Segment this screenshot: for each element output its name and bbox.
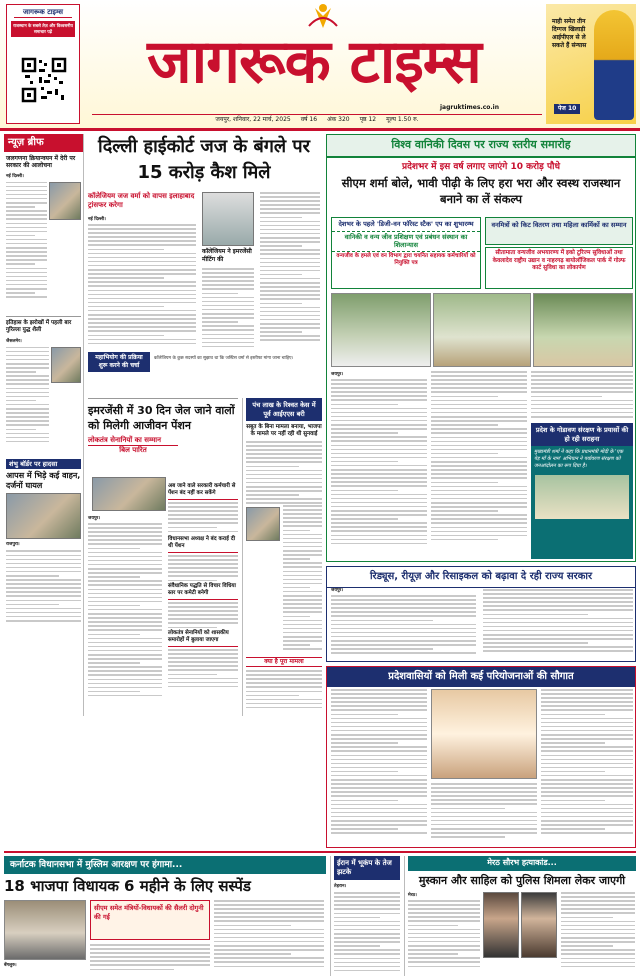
projects-headline[interactable]: प्रदेशवासियों को मिली कई परियोजनाओं की सौगात — [327, 667, 635, 687]
forestry-box-1c: वन्यजीव के हमले एवं वन विभाग द्वारा चयनित सहायक कर्मचारियों को नियुक्ति पत्र — [332, 251, 480, 268]
pension-box-1: अब जाने वाले सरकारी कर्मचारी से पेंशन बंद नहीं कर सकेंगे — [168, 483, 238, 500]
forestry-box-3 — [485, 247, 633, 289]
lead-bottom-note: कॉलेजियम के कुछ सदस्यों का सुझाव था कि जस्टिस वर्मा से इस्तीफा मांगा जाना चाहिए। — [154, 356, 294, 361]
godawan-headline: प्रदेश के गोडावण संरक्षण के प्रयासों की हो रही सराहना — [531, 423, 633, 446]
meerut-story — [404, 856, 636, 976]
forestry-photo-3 — [533, 293, 633, 367]
lead-photo — [202, 192, 254, 246]
pension-story — [88, 398, 238, 716]
bribery-story — [242, 398, 322, 716]
brief-3-dateline: राजपुरा। — [6, 542, 20, 548]
forestry-box-1b: वानिकी व वन्य जीव प्रशिक्षण एवं प्रबंधन संस्थान का शिलान्यास — [332, 231, 480, 251]
bribery-quote-head: क्या है पूरा मामला — [246, 657, 322, 667]
news-brief-title: न्यूज़ ब्रीफ — [4, 134, 83, 152]
iran-story — [330, 856, 400, 976]
meerut-photo-2 — [521, 892, 557, 958]
pension-box-2: विधानसभा अध्यक्ष ने बंद कराई दी थी पेंशन — [168, 536, 238, 553]
brief-1-dateline: नई दिल्ली। — [6, 173, 24, 179]
right-teaser[interactable] — [546, 4, 636, 124]
pension-sub2: बिल पारित — [88, 445, 178, 455]
masthead-title: जागरूक टाइम्स — [147, 27, 481, 97]
meerut-band: मेरठ सौरभ हत्याकांड... — [408, 856, 636, 871]
website[interactable]: jagruktimes.co.in — [440, 104, 500, 111]
godawan-quote: मुख्यमंत्री शर्मा ने कहा कि प्रधानमंत्री मोदी के 'एक पेड़ माँ के नाम' अभियान ने पर्यावरण संरक्षण को जनआंदोलन का रूप दिया है। — [534, 449, 624, 469]
bribery-sub: सबूत के बिना मामला बनाया, भाजपा के मामले पर नहीं रही थी सुनवाई — [246, 424, 322, 437]
karnataka-photo — [4, 900, 86, 960]
bottom-rule — [4, 851, 636, 853]
brief-1-photo — [49, 182, 81, 220]
forestry-kicker: प्रदेशभर में इस वर्ष लगाए जाएंगे 10 करोड़ पौधे — [402, 161, 560, 172]
forestry-box-1 — [331, 217, 481, 289]
meerut-dateline: मेरठ। — [408, 893, 417, 898]
karnataka-headline[interactable]: 18 भाजपा विधायक 6 महीने के लिए सस्पेंड — [4, 877, 251, 896]
iran-band[interactable]: ईरान में भूकंप के तेज झटके — [334, 856, 400, 880]
brief-2-photo — [51, 347, 81, 383]
promo-box — [6, 4, 80, 124]
forestry-day-story — [326, 134, 636, 562]
forestry-photo-2 — [433, 293, 531, 367]
forestry-dateline: जयपुर। — [331, 372, 344, 377]
pages: पृष्ठ 12 — [359, 116, 377, 124]
brief-3-kicker: शंभु बॉर्डर पर हादसा — [6, 459, 81, 470]
lead-story — [88, 134, 320, 390]
lead-photo-caption: कॉलेजियम ने इमरजेंसी मीटिंग की — [202, 248, 252, 263]
price: मूल्य 1.50 रु. — [386, 116, 419, 124]
pension-headline[interactable]: इमरजेंसी में 30 दिन जेल जाने वालों को मिलेगी आजीवन पेंशन — [88, 404, 235, 432]
karnataka-band: कर्नाटक विधानसभा में मुस्लिम आरक्षण पर हंगामा... — [4, 856, 326, 874]
date: जयपुर, शनिवार, 22 मार्च, 2025 — [215, 116, 291, 124]
teaser-text: माही समेत तीन दिग्गज खिलाड़ी आईपीएल से ले सकते हैं संन्यास — [552, 18, 587, 49]
qr-code-icon[interactable] — [21, 57, 67, 103]
forestry-box-3-title: सीतामाता वन्यजीव अभयारण्य में इको टूरिज्म सुविधाओं तथा केवलादेव राष्ट्रीय उद्यान व नाहरगढ़ बायोलॉजिकल पार्क में गोल्फ कार्ट सुविधा का लोकार्पण — [492, 250, 626, 271]
iran-dateline: तेहरान। — [334, 884, 347, 889]
pension-dateline: जयपुर। — [88, 516, 101, 521]
dateline-bar — [92, 114, 542, 126]
masthead-rule — [0, 128, 640, 131]
year: वर्ष 16 — [300, 116, 318, 124]
pension-box-4: लोकतंत्र सेनानियों को शासकीय समारोहों में बुलाया जाएगा — [168, 630, 238, 647]
promo-text: राजस्थान के सबसे तेज़ और विश्वसनीय समाचार पढ़ें — [11, 21, 75, 36]
karnataka-inset — [90, 900, 210, 940]
forestry-box-1-title: देशभर के पहले 'डिजी-वन फॉरेस्ट स्टैक' एप का शुभारम्भ — [338, 220, 474, 228]
forestry-band[interactable]: विश्व वानिकी दिवस पर राज्य स्तरीय समारोह — [327, 135, 635, 158]
godawan-box — [531, 423, 633, 559]
bribery-photo — [246, 507, 280, 541]
promo-logo: जागरूक टाइम्स — [14, 8, 72, 18]
recycle-headline[interactable]: रिड्यूस, रीयूज़ और रिसाइकल को बढ़ावा दे रही राज्य सरकार — [327, 567, 635, 588]
pension-sub: लोकतंत्र सेनानियों का सम्मान — [88, 436, 161, 444]
cricket-player-photo — [594, 10, 634, 120]
brief-3-headline[interactable]: आपस में भिड़े कई वाहन, दर्जनों घायल — [6, 471, 81, 491]
brief-3-photo — [6, 493, 81, 539]
brief-1-headline[interactable]: जलगणना क्रियान्वयन में देरी पर सरकार की आलोचना — [6, 154, 76, 169]
forestry-headline[interactable]: सीएम शर्मा बोले, भावी पीढ़ी के लिए हरा भरा और स्वस्थ राजस्थान बनाने का लें संकल्प — [341, 175, 621, 206]
forestry-box-2 — [485, 217, 633, 245]
teaser-page: पेज 10 — [554, 104, 580, 114]
projects-photo — [431, 689, 537, 779]
godawan-photo — [535, 475, 629, 519]
news-brief-column — [4, 134, 84, 716]
projects-story — [326, 666, 636, 848]
pension-photo — [92, 477, 166, 511]
forestry-photo-1 — [331, 293, 431, 367]
brief-2-dateline: जैसलमेर। — [6, 338, 22, 344]
brief-2-headline[interactable]: इतिहास के झरोखों में पहली बार गुरिल्ला युद्ध शैली — [6, 316, 81, 334]
karnataka-inset-text: सीएम समेत मंत्रियों-विधायकों की सैलरी दोगुनी की गई — [94, 904, 204, 921]
lead-kicker: कॉलेजियम जज वर्मा को वापस इलाहाबाद ट्रांसफर करेगा — [88, 192, 195, 209]
forestry-box-2-title: वनमित्रों को किट वितरण तथा महिला कार्मिकों का सम्मान — [491, 221, 627, 229]
lead-dateline: नई दिल्ली। — [88, 217, 106, 222]
recycle-dateline: जयपुर। — [331, 588, 344, 593]
lead-headline[interactable]: दिल्ली हाईकोर्ट जज के बंगले पर 15 करोड़ कैश मिले — [98, 136, 310, 183]
pension-box-3: संवैधानिक पद्धति से विचार विधिया स्तर पर कमेटी बनेगी — [168, 583, 238, 600]
masthead — [0, 0, 640, 128]
meerut-headline[interactable]: मुस्कान और साहिल को पुलिस शिमला लेकर जाएगी — [418, 873, 626, 887]
issue: अंक 320 — [327, 116, 350, 124]
meerut-photo-1 — [483, 892, 519, 958]
karnataka-story — [4, 856, 326, 976]
karnataka-dateline: बेंगलुरु। — [4, 963, 17, 968]
lead-side-box: महाभियोग की प्रक्रिया शुरू करने की चर्चा — [88, 352, 150, 372]
bribery-headline[interactable]: पंच लाख के रिश्वत केस में पूर्व आईएएस बरी — [246, 398, 322, 421]
recycle-story — [326, 566, 636, 662]
